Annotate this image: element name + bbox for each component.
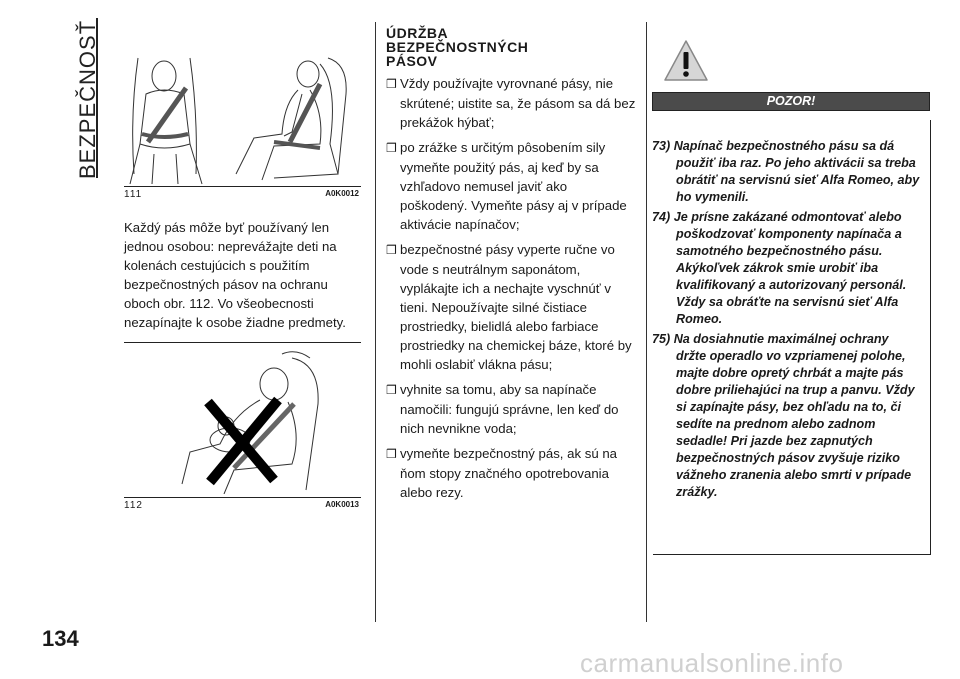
column-divider-1 [375,22,376,622]
figure-112-number: 112 [124,500,143,511]
warning-heading: POZOR! [652,92,930,111]
figure-111-rule [124,186,361,187]
checkbox-bullet-icon: ❒ [386,141,397,155]
figure-112-bottom-rule [124,497,361,498]
maintenance-section [386,26,636,508]
maintenance-title-line-1: ÚDRŽBA [386,25,449,41]
list-item: ❒ vymeňte bezpečnostný pás, ak sú na ňom stopy značného opotrebovania alebo rezy. [386,446,617,500]
warning-triangle-icon [662,38,710,84]
section-tab-label: BEZPEČNOSŤ [75,19,100,179]
figure-111 [124,24,361,204]
left-paragraph: Každý pás môže byť používaný len jednou osobou: neprevážajte deti na kolenách cestujúcich s použitím bezpečnostných pásov na ochranu oboch obr. 112. Vo všeobecnosti nezapínajte k osobe žiadne predmety. [124,220,346,330]
figure-111-number: 111 [124,189,143,200]
list-item: ❒ Vždy používajte vyrovnané pásy, nie skrútené; uistite sa, že pásom sa dá bez prekážok hýbať; [386,76,636,130]
list-item: ❒ po zrážke s určitým pôsobením sily vymeňte použitý pás, aj keď by sa vzhľadovo nemusel javiť ako poškodený. Vymeňte pásy aj v prípade aktivácie napínačov; [386,140,627,232]
list-item: ❒ bezpečnostné pásy vyperte ručne vo vode s neutrálnym saponátom, vyplákajte ich a nechajte vyschnúť v tieni. Nepoužívajte silné čistiace prostriedky, bielidlá alebo farbiace prostriedky na chemickej báze, ktoré by mohli oslabiť vlákna pásu; [386,242,632,372]
figure-112-illustration [124,344,361,494]
list-item: ❒ vyhnite sa tomu, aby sa napínače namočili: fungujú správne, len keď do nich nevnikne voda; [386,382,619,436]
maintenance-title-line-2: BEZPEČNOSTNÝCH [386,39,529,55]
checkbox-bullet-icon: ❒ [386,243,397,257]
checkbox-bullet-icon: ❒ [386,383,397,397]
watermark: carmanualsonline.info [580,648,844,678]
maintenance-list [386,74,636,502]
section-tab [68,18,98,178]
warning-item: 75) Na dosiahnutie maximálnej ochrany držte operadlo vo vzpriamenej polohe, majte dobre opretý chrbát a majte pás dobre priliehajúci na trup a panvu. Vždy si zapínajte pásy, bez ohľadu na to, či sedíte na prednom alebo zadnom sedadle! Pri jazde bez zapnutých bezpečnostných pásov zvyšuje riziko vážneho zranenia alebo smrti v prípade zrážky. [652,332,915,499]
figure-111-code: A0K0012 [325,189,359,198]
column-divider-2 [646,22,647,622]
figure-112-code: A0K0013 [325,500,359,509]
maintenance-title [386,26,636,68]
maintenance-title-line-3: PÁSOV [386,53,438,69]
warning-item: 74) Je prísne zakázané odmontovať alebo poškodzovať komponenty napínača a samotného bezpečnostného pásu. Akýkoľvek zákrok smie urobiť iba kvalifikovaný a autorizovaný personál. Vždy sa obráťte na servisnú sieť Alfa Romeo. [652,210,907,326]
figure-112-top-rule [124,342,361,343]
figure-112 [124,342,361,522]
warning-list [652,138,922,504]
checkbox-bullet-icon: ❒ [386,447,397,461]
checkbox-bullet-icon: ❒ [386,77,397,91]
figure-111-illustration [124,24,361,186]
page-number: 134 [42,626,79,651]
warning-item: 73) Napínač bezpečnostného pásu sa dá použiť iba raz. Po jeho aktivácii sa treba obrátiť na servisnú sieť Alfa Romeo, aby ho vymenili. [652,139,920,204]
